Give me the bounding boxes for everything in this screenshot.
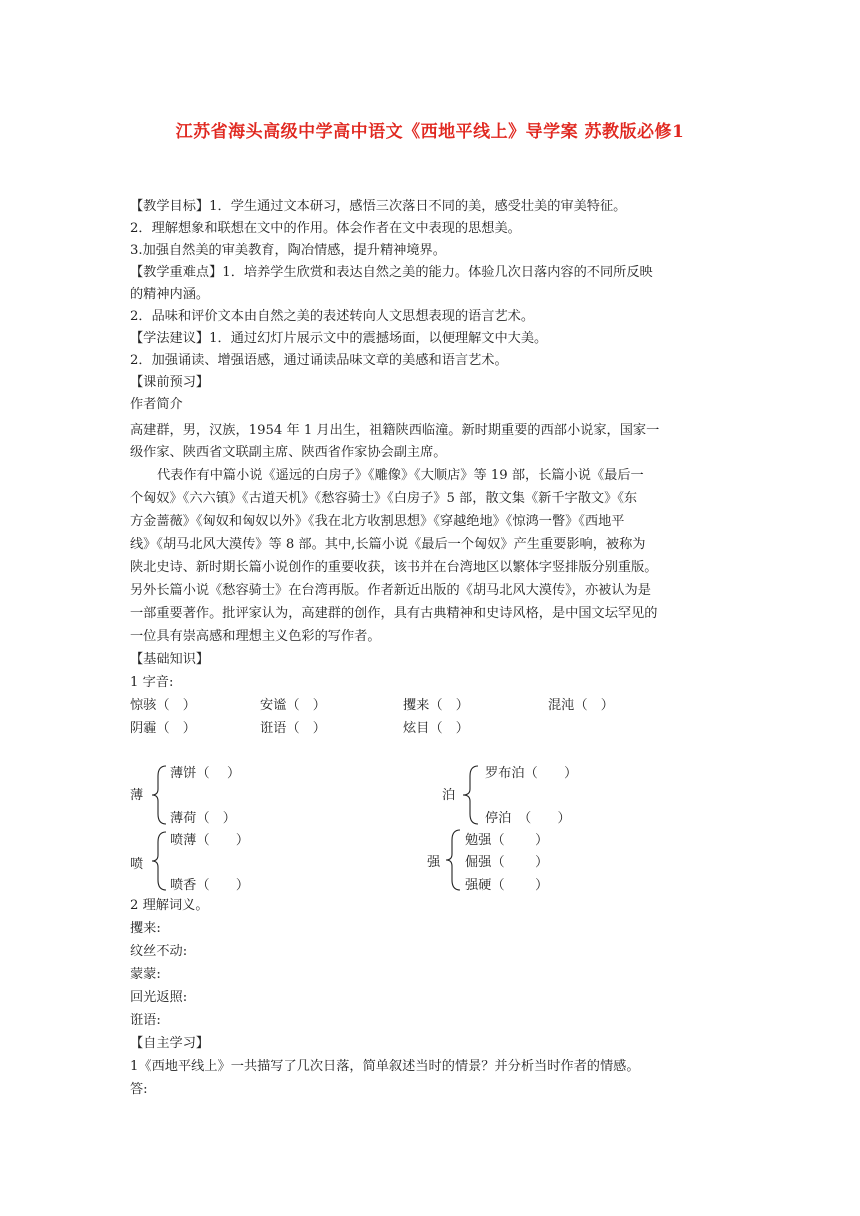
section-heading: 【自主学习】 xyxy=(130,1036,210,1051)
body-line: 答: xyxy=(130,1082,148,1097)
group-item: 喷香（ ） xyxy=(170,878,250,893)
group-item: 强硬（ ） xyxy=(465,878,549,893)
group-item: 薄饼（ ） xyxy=(170,766,241,781)
page-title: 江苏省海头高级中学高中语文《西地平线上》导学案 苏教版必修1 xyxy=(175,122,685,142)
group-item: 停泊 （ ） xyxy=(485,811,571,826)
pron-item: 安谧（ ） xyxy=(260,698,326,713)
brace-icon xyxy=(460,764,480,826)
section-heading: 【基础知识】 xyxy=(130,652,210,667)
body-line: 2 理解词义。 xyxy=(130,898,209,913)
body-line: 攫来: xyxy=(130,921,161,936)
pron-item: 攫来（ ） xyxy=(403,698,469,713)
body-line: 级作家、陕西省文联副主席、陕西省作家协会副主席。 xyxy=(130,445,447,460)
pron-item: 阴霾（ ） xyxy=(130,721,196,736)
body-line: 方金蔷薇》《匈奴和匈奴以外》《我在北方收割思想》《穿越绝地》《惊鸿一瞥》《西地平 xyxy=(130,514,625,529)
body-line: 【学法建议】1．通过幻灯片展示文中的震撼场面，以便理解文中大美。 xyxy=(130,331,548,346)
body-line: 回光返照: xyxy=(130,990,188,1005)
brace-icon xyxy=(150,830,168,892)
body-line: 1《西地平线上》一共描写了几次日落，简单叙述当时的情景？并分析当时作者的情感。 xyxy=(130,1059,640,1074)
body-line: 【教学重难点】1．培养学生欣赏和表达自然之美的能力。体验几次日落内容的不同所反映 xyxy=(130,265,653,280)
pron-item: 惊骇（ ） xyxy=(130,698,196,713)
body-line: 诳语: xyxy=(130,1013,161,1028)
group-item: 勉强（ ） xyxy=(465,833,549,848)
body-line: 1 字音: xyxy=(130,675,174,690)
body-line: 蒙蒙: xyxy=(130,967,161,982)
pron-item: 混沌（ ） xyxy=(548,698,614,713)
body-line: 纹丝不动: xyxy=(130,944,188,959)
body-line: 【教学目标】1．学生通过文本研习，感悟三次落日不同的美，感受壮美的审美特征。 xyxy=(130,199,627,214)
group-char-pen: 喷 xyxy=(130,857,144,872)
body-line: 3.加强自然美的审美教育，陶冶情感，提升精神境界。 xyxy=(130,243,446,258)
body-line: 一部重要著作。批评家认为，高建群的创作，具有古典精神和史诗风格，是中国文坛罕见的 xyxy=(130,606,658,621)
body-line: 陕北史诗、新时期长篇小说创作的重要收获，该书并在台湾地区以繁体字竖排版分别重版。 xyxy=(130,560,658,575)
group-char-bao: 薄 xyxy=(130,788,144,803)
group-char-qiang: 强 xyxy=(427,855,441,870)
body-line: 线》《胡马北风大漠传》等 8 部。其中,长篇小说《最后一个匈奴》产生重要影响，被称为 xyxy=(130,537,646,552)
group-item: 喷薄（ ） xyxy=(170,833,250,848)
brace-icon xyxy=(150,764,168,826)
group-char-po: 泊 xyxy=(442,788,456,803)
group-item: 薄荷（ ） xyxy=(170,811,236,826)
group-item: 罗布泊（ ） xyxy=(485,766,578,781)
section-heading: 【课前预习】 xyxy=(130,375,210,390)
pron-item: 诳语（ ） xyxy=(260,721,326,736)
body-line: 2．品味和评价文本由自然之美的表述转向人文思想表现的语言艺术。 xyxy=(130,309,535,324)
body-line: 高建群，男，汉族，1954 年 1 月出生，祖籍陕西临潼。新时期重要的西部小说家，国家一 xyxy=(130,423,660,438)
pron-item: 炫目（ ） xyxy=(403,721,469,736)
body-line: 代表作有中篇小说《遥远的白房子》《雕像》《大顺店》等 19 部，长篇小说《最后一 xyxy=(157,468,644,483)
body-line: 另外长篇小说《愁容骑士》在台湾再版。作者新近出版的《胡马北风大漠传》，亦被认为是 xyxy=(130,583,651,598)
brace-icon xyxy=(444,828,462,892)
body-line: 的精神内涵。 xyxy=(130,287,210,302)
body-line: 个匈奴》《六六镇》《古道天机》《愁容骑士》《白房子》5 部，散文集《新千字散文》《东 xyxy=(130,491,638,506)
group-item: 倔强（ ） xyxy=(465,855,549,870)
body-line: 一位具有崇高感和理想主义色彩的写作者。 xyxy=(130,629,381,644)
body-line: 2．理解想象和联想在文中的作用。体会作者在文中表现的思想美。 xyxy=(130,221,521,236)
body-line: 作者简介 xyxy=(130,397,183,412)
body-line: 2．加强诵读、增强语感，通过诵读品味文章的美感和语言艺术。 xyxy=(130,353,508,368)
